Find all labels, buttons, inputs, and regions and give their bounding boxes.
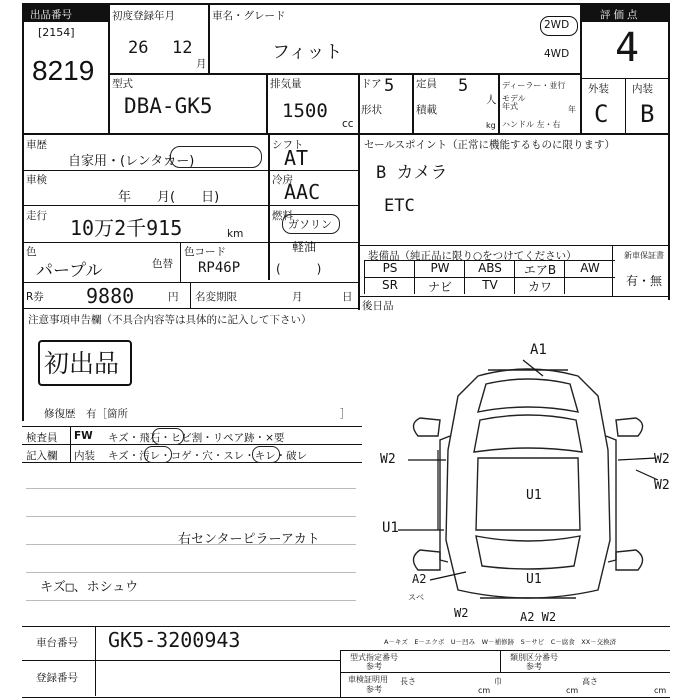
stain-circle bbox=[144, 446, 172, 463]
divider bbox=[22, 697, 670, 698]
color-label: 色 bbox=[26, 246, 37, 258]
stamp-text: 初出品 bbox=[44, 349, 120, 378]
interior-items: キズ・汚レ・コゲ・穴・スレ・キレ・破レ bbox=[108, 450, 308, 462]
rule bbox=[26, 516, 356, 517]
equipment-row1-item: AW bbox=[564, 260, 615, 277]
height-label: 高さ bbox=[582, 677, 598, 686]
km-unit: km bbox=[227, 228, 244, 240]
frame-right bbox=[668, 3, 670, 300]
model-year-label: モデル年式 bbox=[502, 94, 526, 111]
comment-1: 右センターピラーアカト bbox=[178, 532, 320, 547]
divider bbox=[208, 3, 210, 73]
interior-grade: B bbox=[640, 100, 655, 128]
divider bbox=[358, 73, 360, 133]
first-reg-month: 12 bbox=[172, 38, 193, 58]
ref-label-2: 参考 bbox=[526, 662, 542, 671]
kg-unit: kg bbox=[486, 121, 496, 130]
first-reg-year: 26 bbox=[128, 38, 149, 58]
divider bbox=[340, 672, 670, 673]
equipment-row2-item bbox=[564, 277, 615, 294]
divider bbox=[22, 308, 358, 309]
inspector-label: 検査員 bbox=[26, 432, 58, 444]
divider bbox=[360, 245, 670, 246]
exterior-label: 外装 bbox=[588, 83, 609, 95]
diagram-u1-center: U1 bbox=[526, 488, 542, 503]
divider bbox=[412, 73, 414, 133]
rental-circle bbox=[170, 146, 262, 168]
chassis-value: GK5-3200943 bbox=[108, 628, 241, 652]
diagram-w2-bottom: W2 bbox=[454, 606, 469, 620]
divider bbox=[340, 650, 670, 651]
notes-label: 注意事項申告欄（不具合内容等は具体的に記入して下さい） bbox=[28, 314, 312, 326]
capacity-value: 5 bbox=[458, 76, 469, 96]
type-value: DBA-GK5 bbox=[124, 94, 213, 118]
drive-2wd: 2WD bbox=[544, 19, 570, 31]
lot-label: 出品番号 bbox=[30, 9, 72, 21]
divider bbox=[108, 3, 110, 133]
divider bbox=[340, 650, 341, 698]
comment-2: キズ□、ホシュウ bbox=[40, 580, 139, 595]
color-code-value: RP46P bbox=[198, 260, 241, 276]
mileage-value: 10万2千915 bbox=[70, 216, 183, 240]
divider bbox=[580, 3, 582, 133]
chip-circle bbox=[152, 428, 184, 445]
diagram-a2-bottom: A2 W2 bbox=[520, 610, 557, 624]
diagram-w2-right-top: W2 bbox=[654, 452, 670, 467]
divider bbox=[95, 626, 96, 696]
cm-unit-3: cm bbox=[654, 686, 667, 695]
divider bbox=[22, 426, 362, 427]
doors-label: ドア bbox=[361, 78, 382, 90]
frame-left bbox=[22, 3, 24, 421]
frame-top bbox=[22, 3, 670, 5]
specified-label: 型式指定番号 bbox=[350, 653, 398, 662]
divider bbox=[22, 170, 358, 171]
equipment-row1-item: PW bbox=[414, 260, 465, 277]
category-label: 類別区分番号 bbox=[510, 653, 558, 662]
divider bbox=[625, 78, 626, 133]
model-name-label: 車名・グレード bbox=[212, 10, 286, 22]
color-change-label: 色替 bbox=[152, 258, 173, 270]
fw-items: キズ・飛石・ヒビ割・リペア跡・×要 bbox=[108, 432, 285, 444]
ac-label: 冷房 bbox=[272, 174, 293, 186]
entry-label: 記入欄 bbox=[26, 450, 58, 462]
lot-code: [2154] bbox=[38, 26, 75, 39]
equipment-row2-item: カワ bbox=[514, 277, 565, 294]
divider bbox=[70, 426, 71, 462]
diagram-u1-lower: U1 bbox=[526, 572, 542, 587]
diagram-a2-left: A2 bbox=[412, 572, 427, 586]
lot-number: 8219 bbox=[32, 55, 95, 86]
recycle-label: R券 bbox=[26, 291, 44, 303]
handle-label: ハンドル 左・右 bbox=[502, 120, 561, 129]
repair-label: 修復歴 有［箇所 bbox=[44, 408, 128, 420]
ref-label-3: 参考 bbox=[366, 685, 382, 694]
yen-unit: 円 bbox=[168, 291, 179, 303]
warranty-value: 有・無 bbox=[626, 274, 663, 288]
displacement-label: 排気量 bbox=[270, 78, 302, 90]
width-label: 巾 bbox=[494, 677, 502, 686]
ref-label-1: 参考 bbox=[366, 662, 382, 671]
cm-unit-2: cm bbox=[566, 686, 579, 695]
divider bbox=[190, 282, 191, 308]
equipment-row1-item: エアB bbox=[514, 260, 565, 277]
divider bbox=[108, 73, 580, 75]
equipment-row1-item: ABS bbox=[464, 260, 515, 277]
wear-circle bbox=[252, 446, 280, 463]
rule bbox=[26, 572, 356, 573]
diagram-w2-right: W2 bbox=[654, 478, 670, 493]
equipment-row2-item: ナビ bbox=[414, 277, 465, 294]
cc-unit: cc bbox=[342, 118, 354, 130]
first-reg-label: 初度登録年月 bbox=[112, 10, 175, 22]
divider bbox=[22, 133, 670, 135]
year-unit: 年 bbox=[568, 105, 576, 114]
divider bbox=[358, 135, 360, 310]
score-value: 4 bbox=[615, 25, 640, 71]
fuel-gasoline: ガソリン bbox=[288, 218, 332, 231]
expiry-day-unit: 日 bbox=[342, 291, 353, 303]
exterior-grade: C bbox=[594, 100, 609, 128]
diagram-legend: A－キズ E－エクボ U－凹み W－補修跡 S－サビ C－腐食 XX－交換済 bbox=[384, 638, 617, 646]
type-label: 型式 bbox=[112, 78, 133, 90]
fuel-diesel: 軽油 bbox=[292, 240, 317, 254]
rule bbox=[26, 600, 356, 601]
warranty-label: 新車保証書 bbox=[624, 251, 664, 260]
diagram-a2-note: スベ bbox=[408, 593, 424, 602]
fuel-label: 燃料 bbox=[272, 210, 293, 222]
sales-point-2: ETC bbox=[384, 196, 415, 216]
divider bbox=[22, 205, 358, 206]
divider bbox=[498, 73, 500, 133]
equipment-row1-item: PS bbox=[364, 260, 415, 277]
divider bbox=[22, 660, 340, 661]
expiry-month-unit: 月 bbox=[292, 291, 303, 303]
shape-label: 形状 bbox=[361, 104, 382, 116]
score-label: 評価点 bbox=[600, 9, 641, 21]
divider bbox=[180, 242, 181, 282]
shift-value: AT bbox=[284, 146, 309, 170]
repair-close: ］ bbox=[340, 408, 351, 420]
inspection-value: 年 月( 日) bbox=[118, 190, 220, 205]
month-unit: 月 bbox=[196, 58, 207, 70]
cert-label: 車検証明用 bbox=[348, 675, 388, 684]
drive-4wd: 4WD bbox=[544, 48, 570, 60]
divider bbox=[500, 650, 501, 672]
fw-label: FW bbox=[74, 430, 93, 442]
color-code-label: 色コード bbox=[184, 246, 226, 258]
dealer-label: ディーラー・並行 bbox=[502, 81, 566, 90]
doors-value: 5 bbox=[384, 76, 395, 96]
cm-unit-1: cm bbox=[478, 686, 491, 695]
displacement-value: 1500 bbox=[282, 100, 328, 122]
diagram-w2-left: W2 bbox=[380, 452, 396, 467]
color-value: パープル bbox=[36, 261, 103, 281]
sales-label: セールスポイント（正常に機能するものに限ります） bbox=[364, 139, 616, 151]
ac-value: AAC bbox=[284, 180, 321, 204]
mileage-label: 走行 bbox=[26, 210, 47, 222]
history-label: 車歴 bbox=[26, 139, 47, 151]
recycle-value: 9880 bbox=[86, 284, 135, 308]
capacity-label: 定員 bbox=[416, 78, 437, 90]
model-name: フィット bbox=[272, 42, 343, 63]
diagram-u1-left: U1 bbox=[382, 520, 399, 536]
divider bbox=[268, 135, 270, 280]
inspection-label: 車検 bbox=[26, 174, 47, 186]
equipment-label: 装備品（純正品に限り○をつけてください） bbox=[368, 250, 577, 262]
rule bbox=[26, 488, 356, 489]
shift-label: シフト bbox=[272, 139, 304, 151]
history-value: 自家用・(レンタカー) bbox=[68, 154, 195, 169]
chassis-label: 車台番号 bbox=[36, 637, 78, 649]
length-label: 長さ bbox=[400, 677, 416, 686]
sales-point-1: B カメラ bbox=[376, 163, 448, 183]
interior-label: 内装 bbox=[632, 83, 653, 95]
divider bbox=[360, 296, 670, 297]
load-label: 積載 bbox=[416, 104, 437, 116]
equipment-row2-item: SR bbox=[364, 277, 415, 294]
after-label: 後日品 bbox=[362, 300, 394, 312]
diagram-a1-top: A1 bbox=[530, 342, 547, 358]
expiry-label: 名変期限 bbox=[195, 291, 237, 303]
divider bbox=[266, 73, 268, 133]
reg-label: 登録番号 bbox=[36, 672, 78, 684]
equipment-row2-item: TV bbox=[464, 277, 515, 294]
capacity-unit: 人 bbox=[486, 94, 497, 106]
fuel-paren: ( ) bbox=[276, 262, 322, 276]
interior-inspect-label: 内装 bbox=[74, 450, 95, 462]
